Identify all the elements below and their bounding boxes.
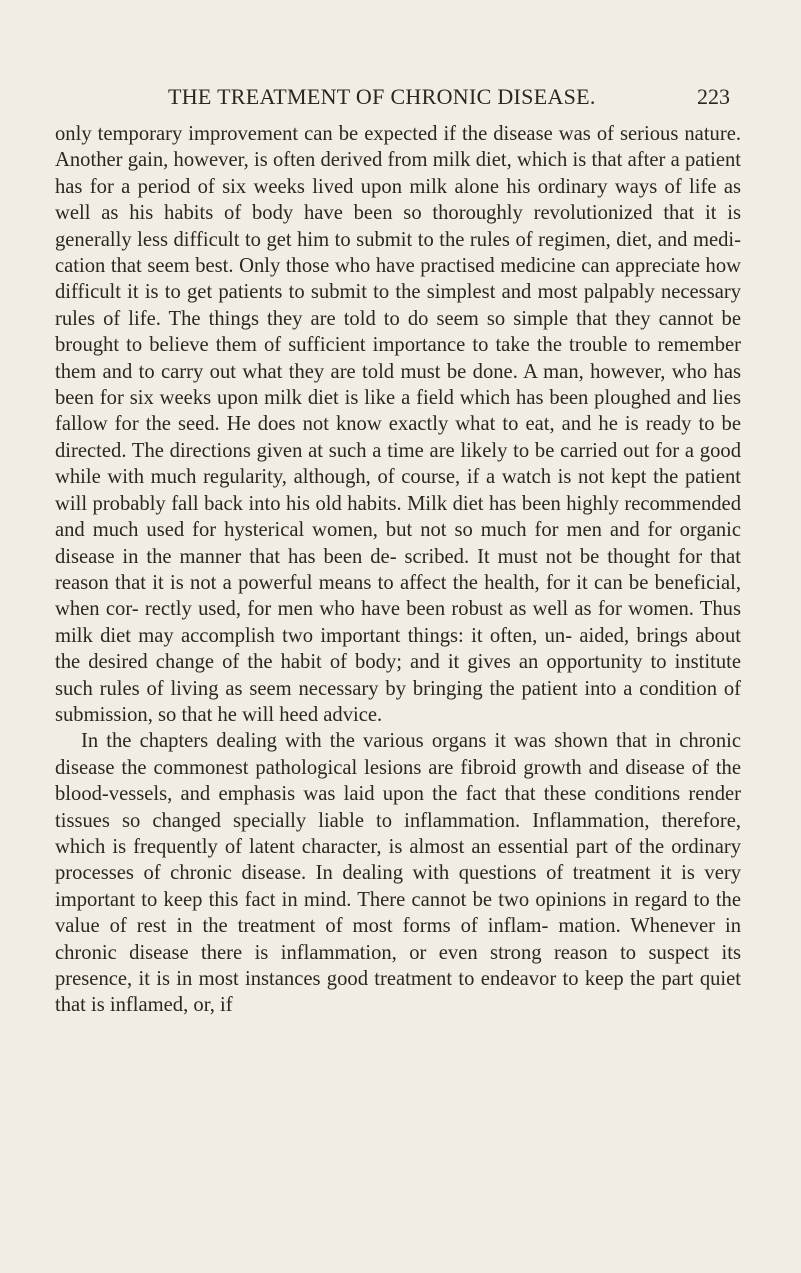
running-title: THE TREATMENT OF CHRONIC DISEASE. — [168, 84, 596, 109]
paragraph-continued: only temporary improvement can be expected if the disease was of serious nature. Another gain, however, is often derived from milk diet, which is that after a patient has for a period of six weeks lived upon milk alone his ordinary ways of life as well as his habits of body have been so thoroughly revolutionized that it is generally less difficult to get him to submit to the rules of regimen, diet, and medi- cation that seem best. Only those who have practised medicine can appreciate how difficult it is to get patients to submit to the simplest and most palpably necessary rules of life. The things they are told to do seem so simple that they cannot be brought to believe them of sufficient importance to take the trouble to remember them and to carry out what they are told must be done. A man, however, who has been for six weeks upon milk diet is like a field which has been ploughed and lies fallow for the seed. He does not know exactly what to eat, and he is ready to be directed. The directions given at such a time are likely to be carried out for a good while with much regularity, although, of course, if a watch is not kept the patient will probably fall back into his old habits. Milk diet has been highly recommended and much used for hysterical women, but not so much for men and for organic disease in the manner that has been de- scribed. It must not be thought for that reason that it is not a powerful means to affect the health, for it can be beneficial, when cor- rectly used, for men who have been robust as well as for women. Thus milk diet may accomplish two important things: it often, un- aided, brings about the desired change of the habit of body; and it gives an opportunity to institute such rules of living as seem necessary by bringing the patient into a condition of submission, so that he will heed advice. — [55, 123, 741, 726]
running-head — [0, 84, 801, 112]
page-number: 223 — [697, 84, 730, 109]
paragraph-inflammation: In the chapters dealing with the various organs it was shown that in chronic disease the commonest pathological lesions are fibroid growth and disease of the blood-vessels, and emphasis was laid upon the fact that these conditions render tissues so changed specially liable to inflammation. Inflammation, therefore, which is frequently of latent character, is almost an essential part of the ordinary processes of chronic disease. In dealing with questions of treatment it is very important to keep this fact in mind. There cannot be two opinions in regard to the value of rest in the treatment of most forms of inflam- mation. Whenever in chronic disease there is inflammation, or even strong reason to suspect its presence, it is in most instances good treatment to endeavor to keep the part quiet that is inflamed, or, if — [55, 730, 741, 1017]
body-text — [55, 121, 741, 1019]
